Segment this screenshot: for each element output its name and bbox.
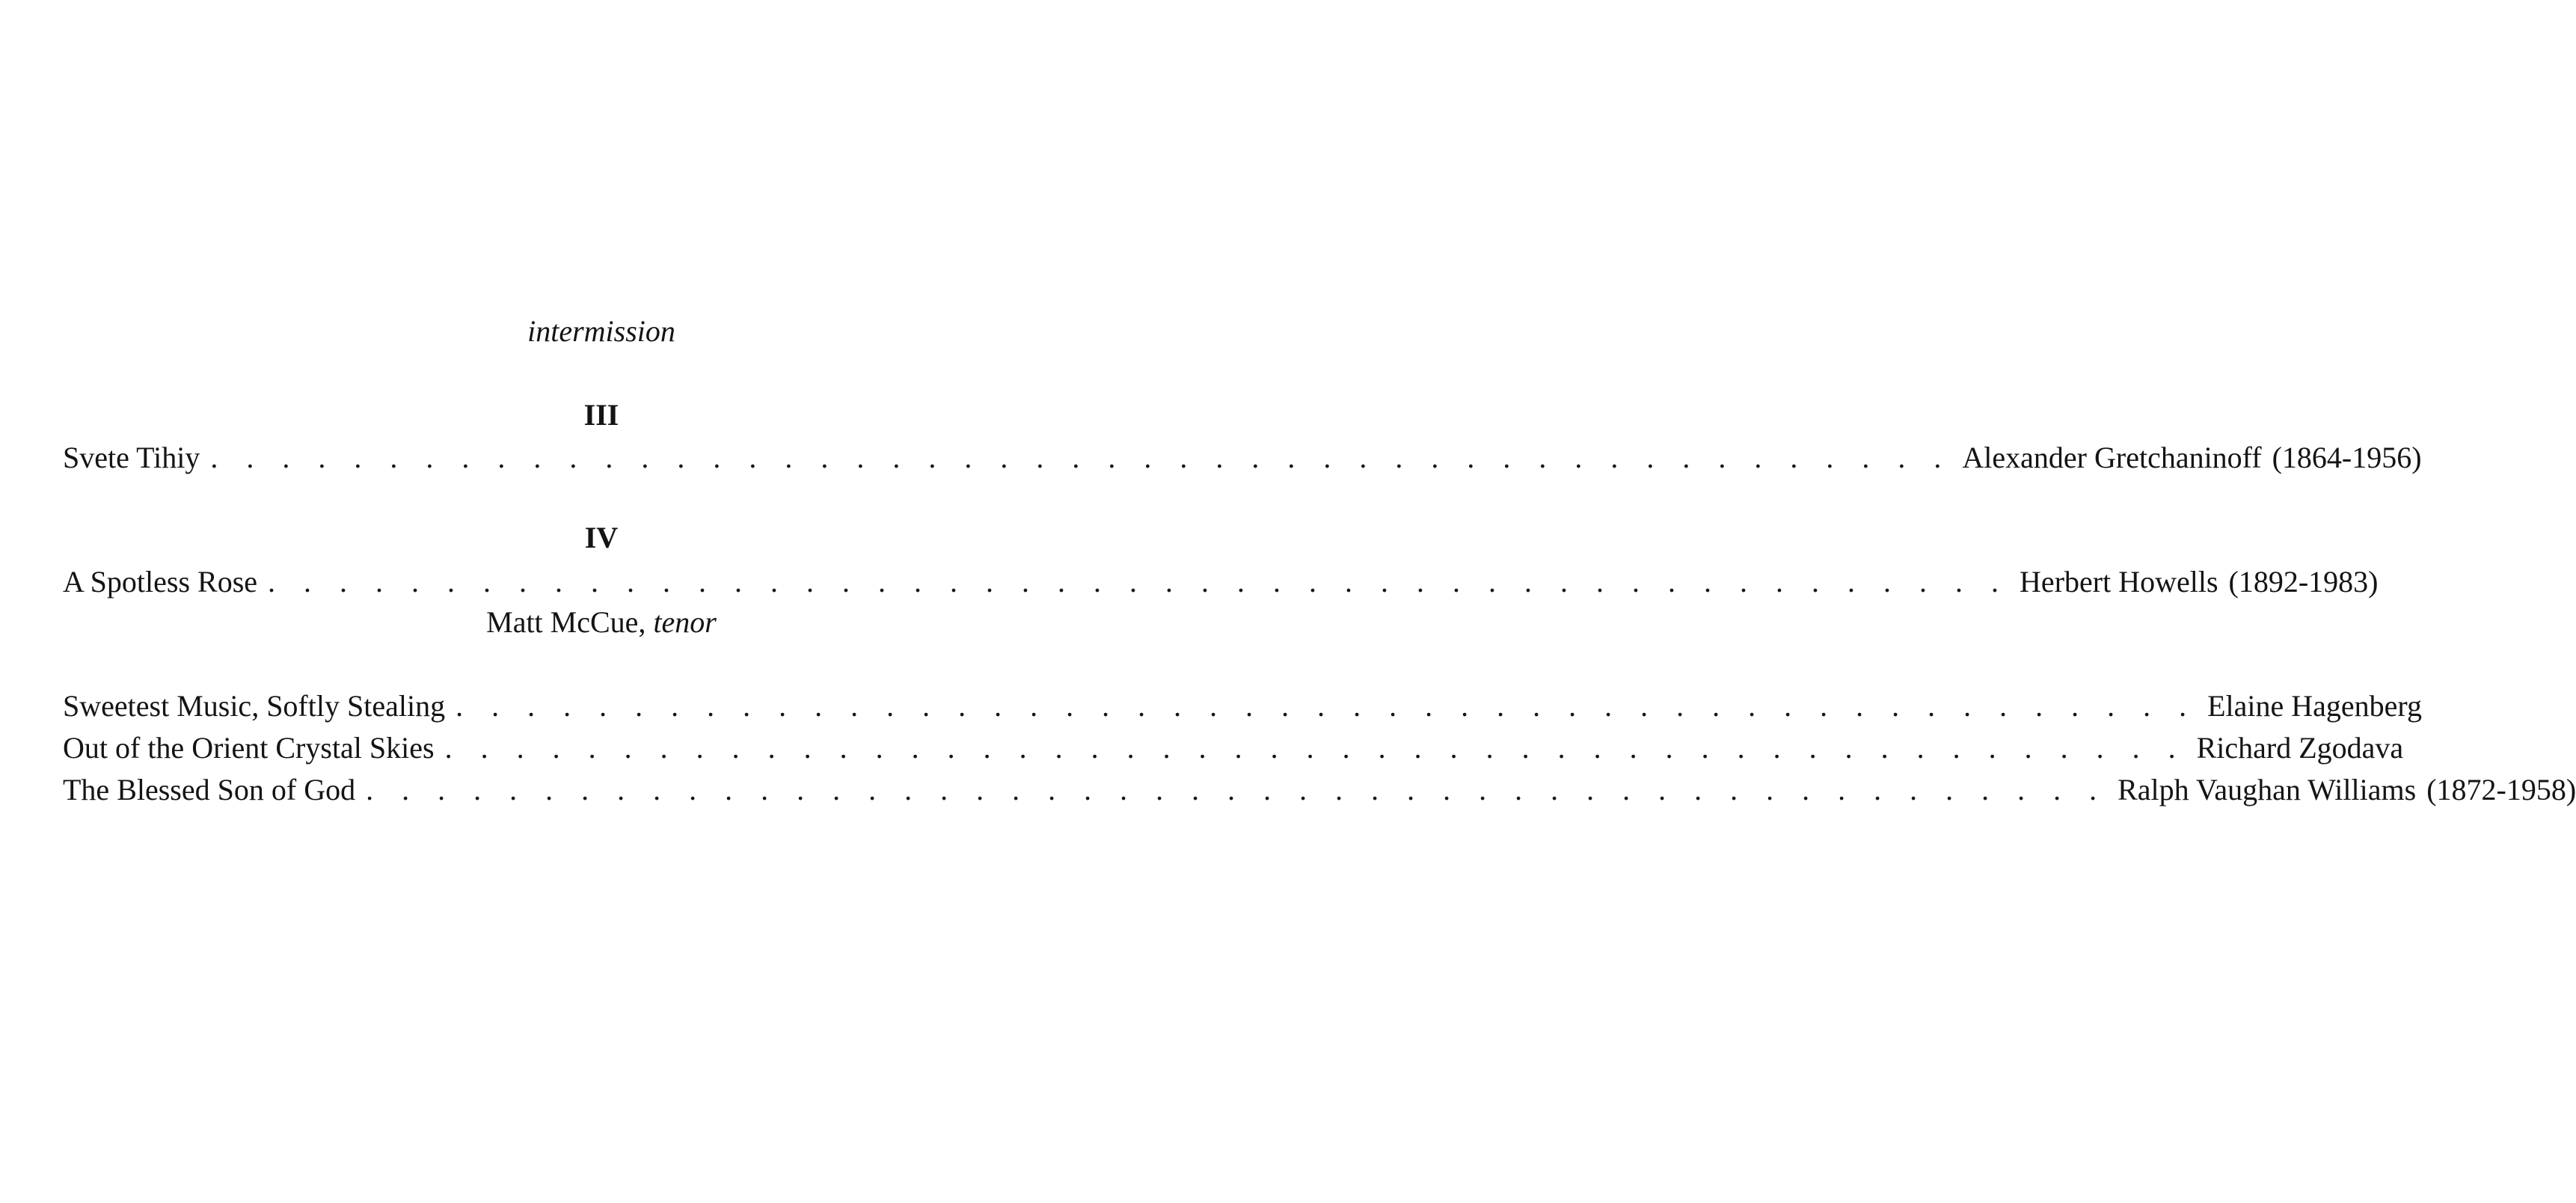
section-heading-iv: IV: [584, 521, 619, 554]
composer-name: Elaine Hagenberg: [2207, 689, 2422, 723]
dot-leader: . . . . . . . . . . . . . . . . . . . . . . . . . . . . . . . . . . . . . . . . . . . . . . . . .: [268, 565, 2010, 599]
piece-title: Sweetest Music, Softly Stealing: [63, 689, 446, 723]
piece-title: Svete Tihiy: [63, 441, 200, 474]
piece-title: The Blessed Son of God: [63, 773, 356, 806]
piece-title: Out of the Orient Crystal Skies: [63, 731, 435, 765]
composer-name: Alexander Gretchaninoff: [1962, 441, 2262, 474]
intermission-label: intermission: [527, 314, 675, 348]
program-item-out-of-the-orient: [63, 727, 2404, 769]
piece-title: A Spotless Rose: [63, 565, 258, 599]
dot-leader: . . . . . . . . . . . . . . . . . . . . . . . . . . . . . . . . . . . . . . . . . . . . . . . . .: [456, 689, 2198, 723]
soloist-role: tenor: [653, 605, 717, 639]
composer-dates: (1872-1958): [2426, 773, 2576, 806]
soloist-credit: [0, 602, 1203, 643]
program-item-a-spotless-rose: [63, 561, 2379, 603]
program-item-sweetest-music: [63, 685, 2422, 727]
dot-leader: . . . . . . . . . . . . . . . . . . . . . . . . . . . . . . . . . . . . . . . . . . . . . . . . .: [210, 441, 1952, 474]
composer-name: Herbert Howells: [2020, 565, 2218, 599]
composer-dates: (1864-1956): [2272, 441, 2422, 474]
program-item-blessed-son-of-god: [63, 769, 2576, 811]
composer-dates: (1892-1983): [2228, 565, 2379, 599]
dot-leader: . . . . . . . . . . . . . . . . . . . . . . . . . . . . . . . . . . . . . . . . . . . . . . . . .: [366, 773, 2108, 806]
soloist-name: Matt McCue,: [486, 605, 646, 639]
composer-name: Richard Zgodava: [2196, 731, 2404, 765]
composer-name: Ralph Vaughan Williams: [2117, 773, 2417, 806]
program-item-svete-tihiy: [63, 437, 2422, 479]
section-heading-iii: III: [583, 398, 619, 432]
dot-leader: . . . . . . . . . . . . . . . . . . . . . . . . . . . . . . . . . . . . . . . . . . . . . . . . .: [444, 731, 2186, 765]
